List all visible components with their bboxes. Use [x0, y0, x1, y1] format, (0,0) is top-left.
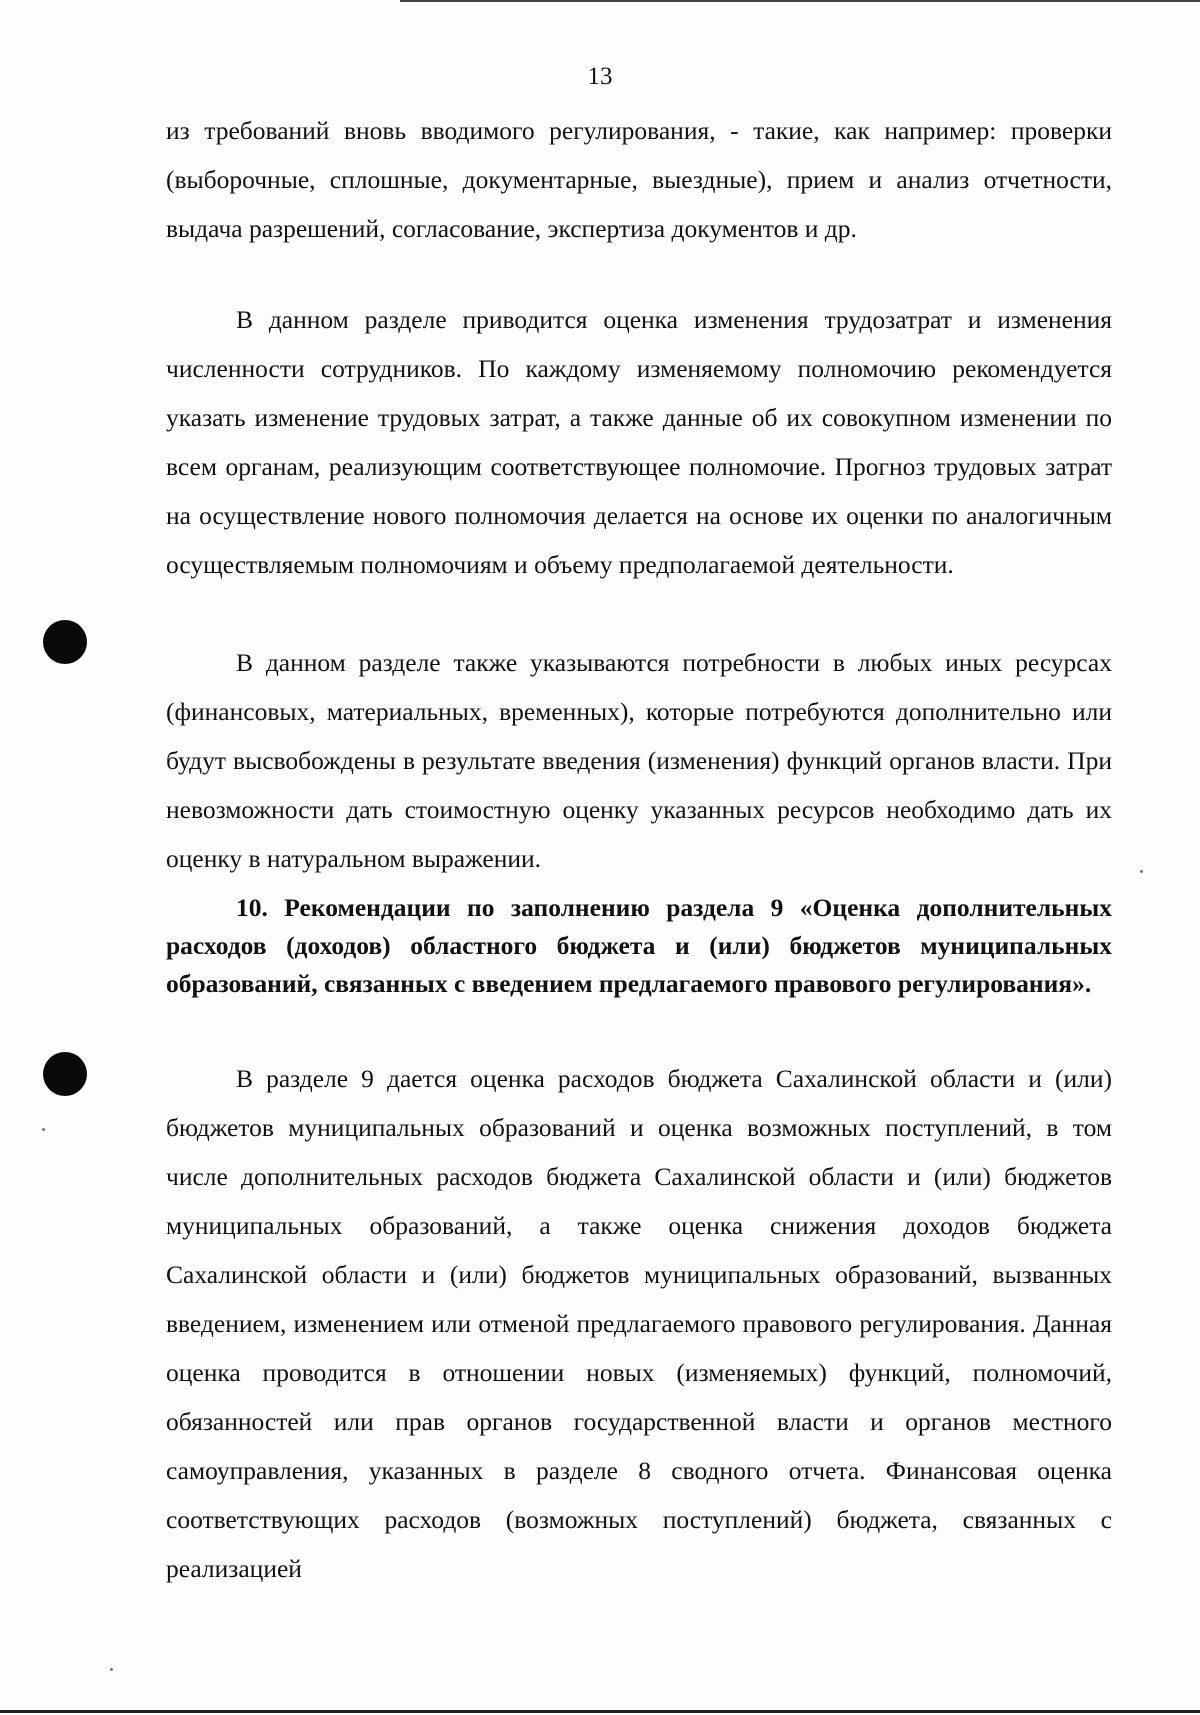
section-heading-10: 10. Рекомендации по заполнению раздела 9 «Оценка дополнительных расходов (доходов) областного бюджета и (или) бюджетов муниципальных образований, связанных с введением предлагаемого правового регулирования».: [166, 893, 1112, 998]
paragraph-budget-assessment: В разделе 9 дается оценка расходов бюджета Сахалинской области и (или) бюджетов муниципальных образований и оценка возможных поступлений, в том числе дополнительных расходов бюджета Сахалинской области и (или) бюджетов муниципальных образований, а также оценка снижения доходов бюджета Сахалинской области и (или) бюджетов муниципальных образований, вызванных введением, изменением или отменой предлагаемого правового регулирования. Данная оценка проводится в отношении новых (изменяемых) функций, полномочий, обязанностей или прав органов государственной власти и органов местного самоуправления, указанных в разделе 8 сводного отчета. Финансовая оценка соответствующих расходов (возможных поступлений) бюджета, связанных с реализацией: [166, 1064, 1112, 1583]
paragraph-labor-costs: В данном разделе приводится оценка изменения трудозатрат и изменения численности сотрудников. По каждому изменяемому полномочию рекомендуется указать изменение трудовых затрат, а также данные об их совокупном изменении по всем органам, реализующим соответствующее полномочие. Прогноз трудовых затрат на осуществление нового полномочия делается на основе их оценки по аналогичным осуществляемым полномочиям и объему предполагаемой деятельности.: [166, 305, 1112, 579]
scan-bottom-edge: [0, 1710, 1200, 1713]
scan-speck: [110, 1668, 113, 1671]
punch-hole-mark: [43, 1052, 87, 1096]
scan-speck: [42, 1128, 45, 1131]
page-number: 13: [587, 63, 613, 90]
scan-speck: [1140, 870, 1143, 873]
paragraph-other-resources: В данном разделе также указываются потребности в любых иных ресурсах (финансовых, материальных, временных), которые потребуются дополнительно или будут высвобождены в результате введения (изменения) функций органов власти. При невозможности дать стоимостную оценку указанных ресурсов необходимо дать их оценку в натуральном выражении.: [166, 648, 1112, 873]
punch-hole-mark: [43, 620, 87, 664]
paragraph-continuation: из требований вновь вводимого регулирования, - такие, как например: проверки (выборочные, сплошные, документарные, выездные), прием и анализ отчетности, выдача разрешений, согласование, экспертиза документов и др.: [166, 116, 1112, 243]
scan-top-edge: [400, 0, 1200, 2]
